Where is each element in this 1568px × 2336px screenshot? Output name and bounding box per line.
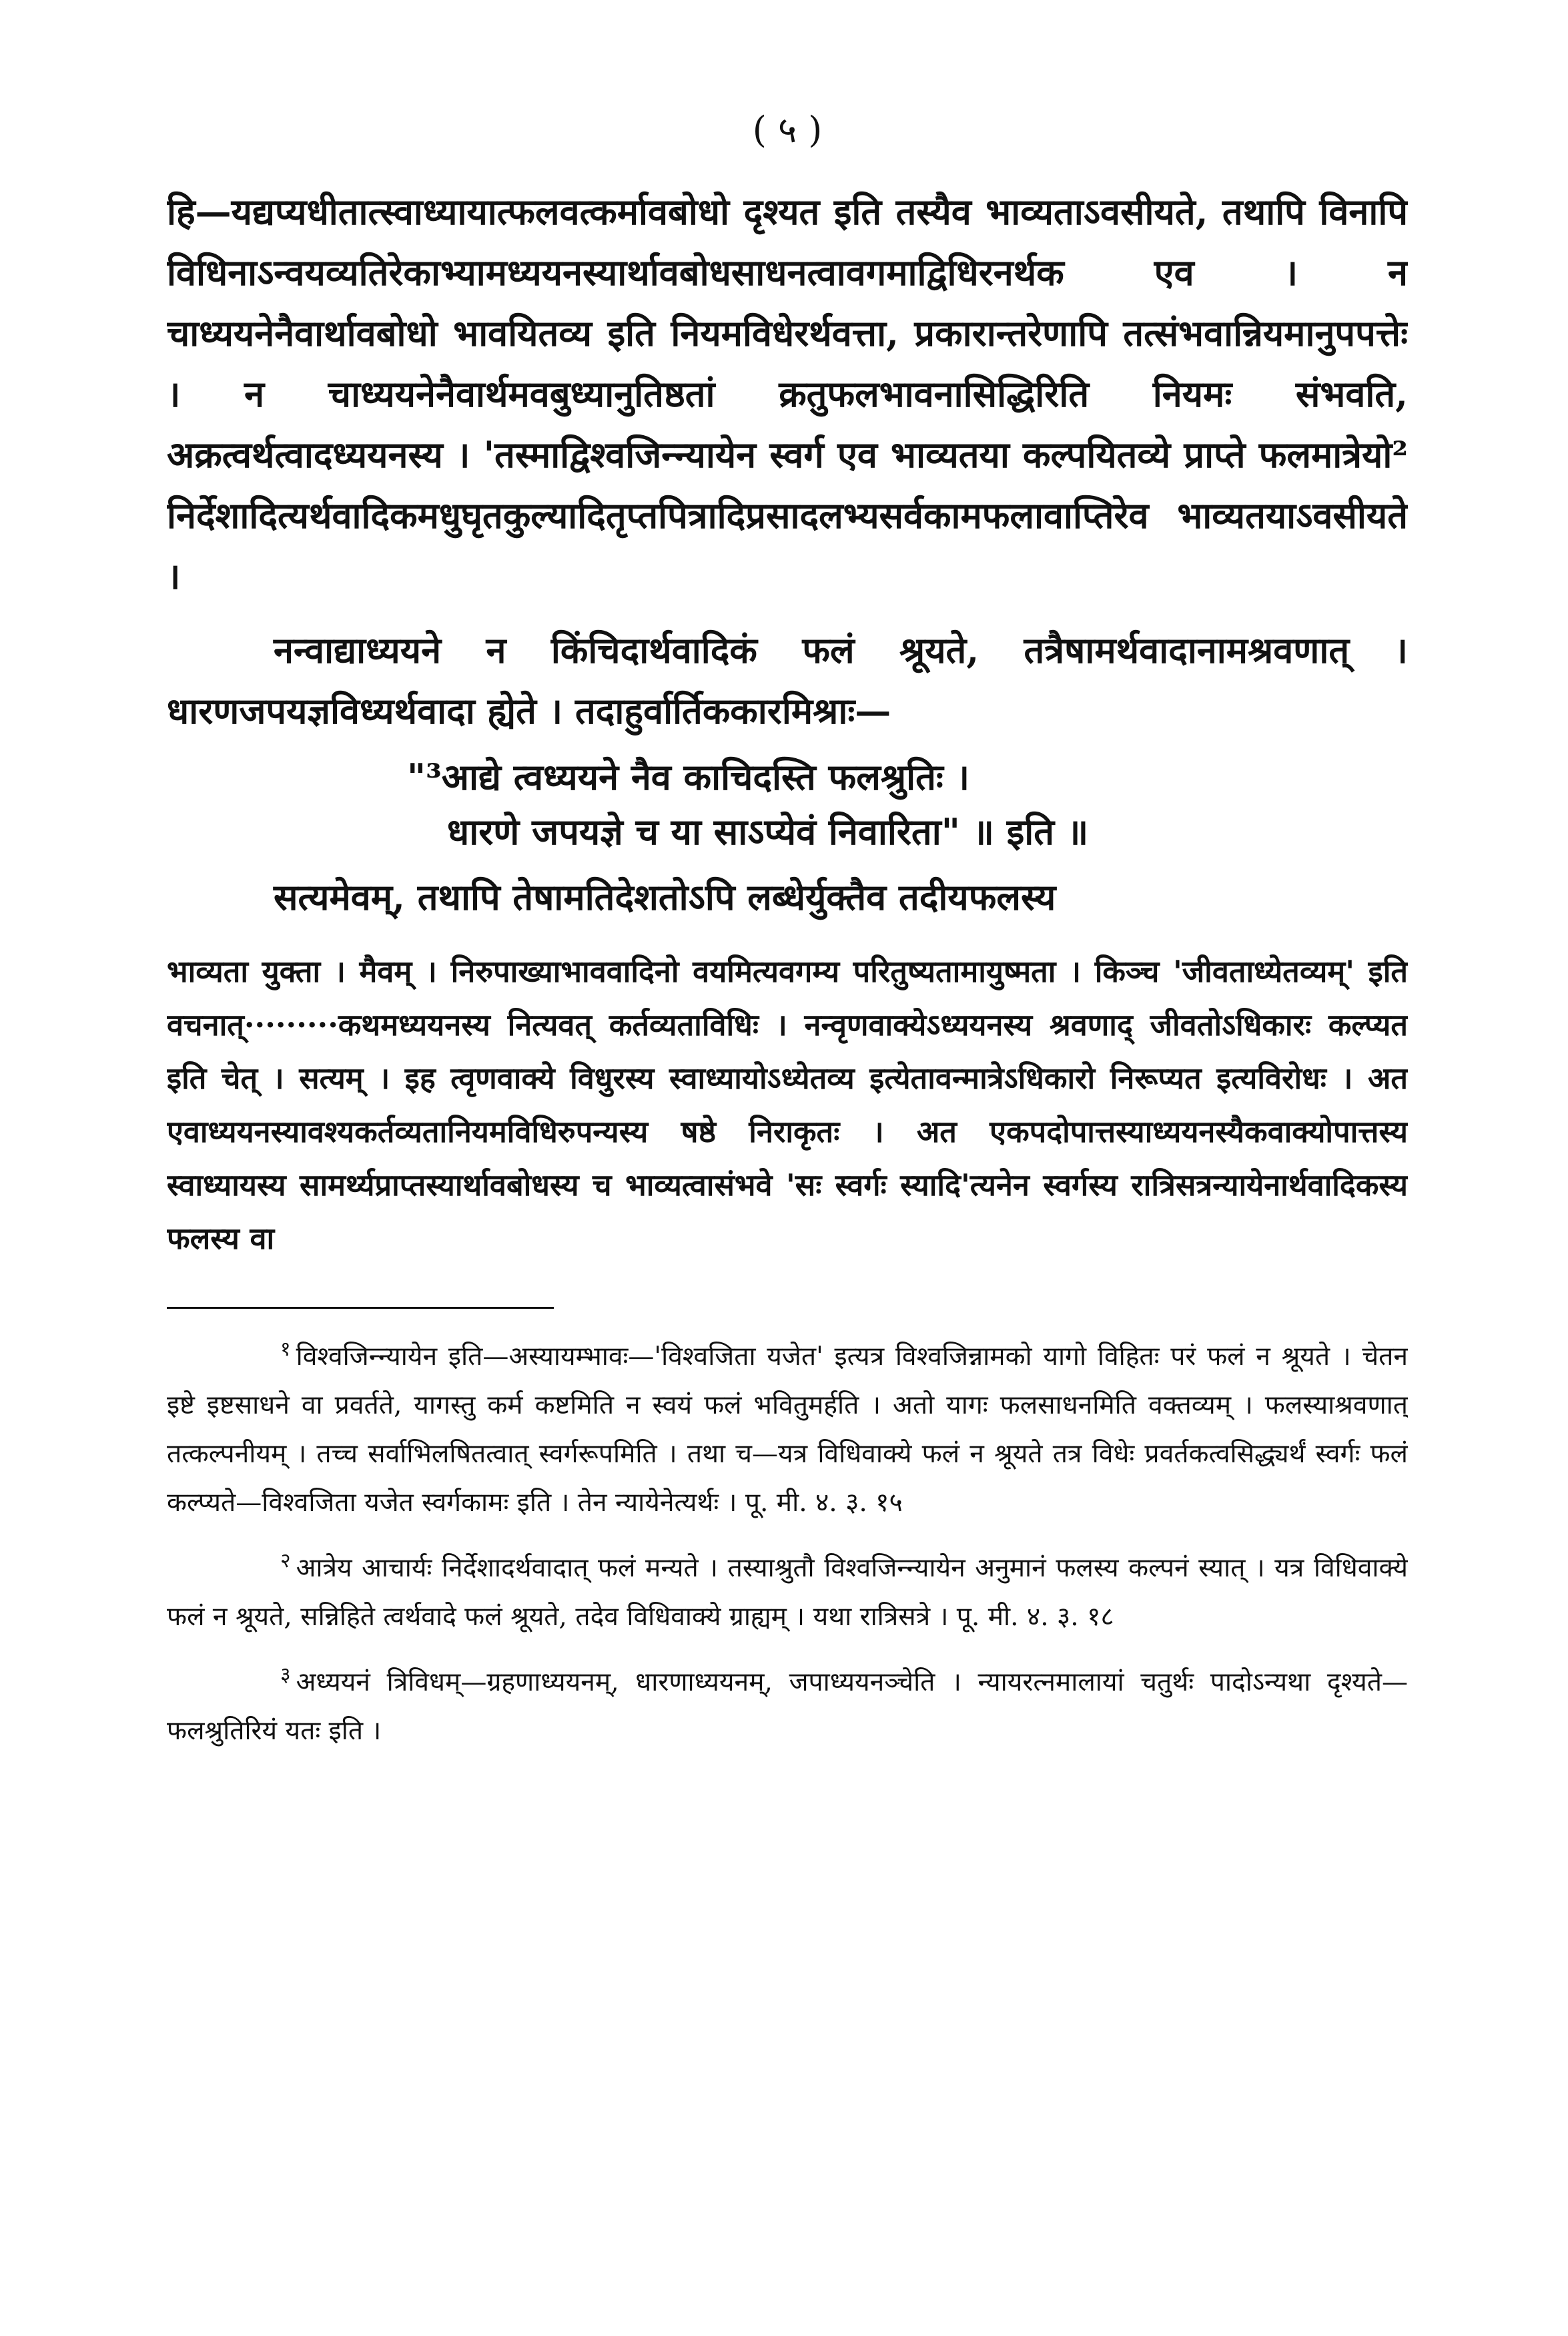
document-page [167,107,1408,2283]
paragraph-4: भाव्यता युक्ता । मैवम् । निरुपाख्याभाववादिनो वयमित्यवगम्य परितुष्यतामायुष्मता । किञ्च 'जीवताध्येतव्यम्' इति वचनात्·········कथमध्ययनस्य नित्यवत् कर्तव्यताविधिः । नन्वृणवाक्येऽध्ययनस्य श्रवणाद् जीवतोऽधिकारः कल्प्यत इति चेत् । सत्यम् । इह त्वृणवाक्ये विधुरस्य स्वाध्यायोऽध्येतव्य इत्येतावन्मात्रेऽधिकारो निरूप्यत इत्यविरोधः । अत एवाध्ययनस्यावश्यकर्तव्यतानियमविधिरुपन्यस्य षष्ठे निराकृतः । अत एकपदोपात्तस्याध्ययनस्यैकवाक्योपात्तस्य स्वाध्यायस्य सामर्थ्यप्राप्तस्यार्थावबोधस्य च भाव्यत्वासंभवे 'सः स्वर्गः स्यादि'त्यनेन स्वर्गस्य रात्रिसत्रन्यायेनार्थवादिकस्य फलस्य वा [167,954,1408,1256]
footnote-2 [167,1536,1408,1641]
footnote-2-text: आत्रेय आचार्यः निर्देशादर्थवादात् फलं मन्यते । तस्याश्रुतौ विश्वजिन्न्यायेन अनुमानं फलस्य कल्पनं स्यात् । यत्र विधिवाक्ये फलं न श्रूयते, सन्निहिते त्वर्थवादे फलं श्रूयते, तदेव विधिवाक्ये ग्राह्यम् । यथा रात्रिसत्रे । पू. मी. ४. ३. १८ [167,1553,1408,1632]
footnote-2-mark: २ [280,1549,291,1572]
verse-line-2: धारणे जपयज्ञे च या साऽप्येवं निवारिता" ॥ इति ॥ [447,810,1089,853]
footnote-3 [167,1651,1408,1755]
page-number: ( ५ ) [752,109,823,151]
footnote-divider [167,1307,554,1309]
verse-quotation [407,750,1408,859]
footnote-1-text: विश्वजिन्न्यायेन इति—अस्यायम्भावः—'विश्वजिता यजेत' इत्यत्र विश्वजिन्नामको यागो विहितः परं फलं न श्रूयते । चेतन इष्टे इष्टसाधने वा प्रवर्तते, यागस्तु कर्म कष्टमिति न स्वयं फलं भवितुमर्हति । अतो यागः फलसाधनमिति वक्तव्यम् । फलस्याश्रवणात् तत्कल्पनीयम् । तच्च सर्वाभिलषितत्वात् स्वर्गरूपमिति । तथा च—यत्र विधिवाक्ये फलं न श्रूयते तत्र विधेः प्रवर्तकत्वसिद्ध्यर्थं स्वर्गः फलं कल्प्यते—विश्वजिता यजेत स्वर्गकामः इति । तेन न्यायेनेत्यर्थः । पू. मी. ४. ३. १५ [167,1342,1408,1518]
paragraph-3: सत्यमेवम्, तथापि तेषामतिदेशतोऽपि लब्धेर्युक्तैव तदीयफलस्य [274,876,1056,918]
paragraph-2: नन्वाद्याध्ययने न किंचिदार्थवादिकं फलं श्रूयते, तत्रैषामर्थवादानामश्रवणात् । धारणजपयज्ञविध्यर्थवादा ह्येते । तदाहुर्वार्तिककारमिश्राः— [167,629,1408,732]
verse-line-1: "³आद्ये त्वध्ययने नैव काचिदस्ति फलश्रुतिः । [407,756,970,798]
footnote-1 [167,1325,1408,1527]
paragraph-1: हि—यद्यप्यधीतात्स्वाध्यायात्फलवत्कर्मावबोधो दृश्यत इति तस्यैव भाव्यताऽवसीयते, तथापि विनापि विधिनाऽन्वयव्यतिरेकाभ्यामध्ययनस्यार्थावबोधसाधनत्वावगमाद्विधिरनर्थक एव । न चाध्ययनेनैवार्थावबोधो भावयितव्य इति नियमविधेरर्थवत्ता, प्रकारान्तरेणापि तत्संभवान्नियमानुपपत्तेः । न चाध्ययनेनैवार्थमवबुध्यानुतिष्ठतां क्रतुफलभावनासिद्धिरिति नियमः संभवति, अक्रत्वर्थत्वादध्ययनस्य । 'तस्माद्विश्वजिन्न्यायेन स्वर्ग एव भाव्यतया कल्पयितव्ये प्राप्ते फलमात्रेयो² निर्देशादित्यर्थवादिकमधुघृतकुल्यादितृप्तपित्रादिप्रसादलभ्यसर्वकामफलावाप्तिरेव भाव्यतयाऽवसीयते । [167,190,1408,597]
footnote-1-mark: १ [280,1338,291,1361]
footnote-3-text: अध्ययनं त्रिविधम्—ग्रहणाध्ययनम्, धारणाध्ययनम्, जपाध्ययनञ्चेति । न्यायरत्नमालायां चतुर्थः पादोऽन्यथा दृश्यते—फलश्रुतिरियं यतः इति । [167,1667,1408,1746]
footnote-3-mark: ३ [280,1663,291,1687]
